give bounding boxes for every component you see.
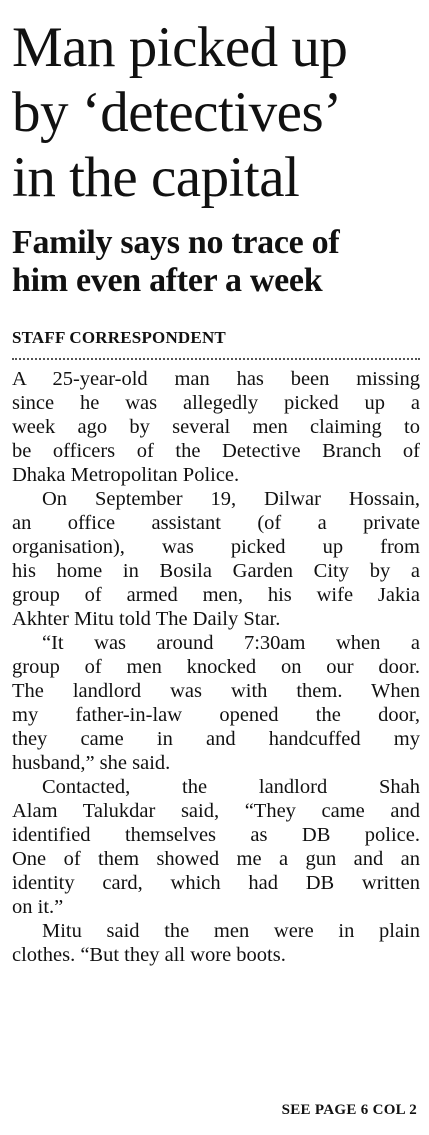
continuation-jump-line: SEE PAGE 6 COL 2 [281,1102,417,1118]
subheadline-line: him even after a week [12,262,323,299]
paragraph-line: The landlord was with them. When [12,680,420,702]
subheadline-line: Family says no trace of [12,224,340,261]
paragraph-line: Contacted, the landlord Shah [42,776,420,798]
paragraph-line: Alam Talukdar said, “They came and [12,800,420,822]
paragraph-line: A 25-year-old man has been missing [12,368,420,390]
paragraph-line: clothes. “But they all wore boots. [12,944,286,966]
paragraph-line: husband,” she said. [12,752,171,774]
paragraph-line: “It was around 7:30am when a [42,632,420,654]
paragraph-line: Akhter Mitu told The Daily Star. [12,608,281,630]
paragraph-line: One of them showed me a gun and an [12,848,420,870]
paragraph-line: his home in Bosila Garden City by a [12,560,420,582]
article-headline [12,15,420,210]
dotted-divider [12,358,420,360]
headline-line: Man picked up [12,16,348,79]
paragraph-line: identity card, which had DB written [12,872,420,894]
headline-line: in the capital [12,146,300,209]
paragraph-line: organisation), was picked up from [12,536,420,558]
paragraph-line: they came in and handcuffed my [12,728,420,750]
article-paragraph [12,919,420,967]
paragraph-line: my father-in-law opened the door, [12,704,420,726]
paragraph-line: week ago by several men claiming to [12,416,420,438]
paragraph-line: Dhaka Metropolitan Police. [12,464,240,486]
article-subheadline [12,224,420,300]
paragraph-line: On September 19, Dilwar Hossain, [42,488,420,510]
byline: STAFF CORRESPONDENT [12,328,226,347]
article-paragraph [12,487,420,631]
article-paragraph [12,631,420,775]
paragraph-line: Mitu said the men were in plain [42,920,420,942]
headline-line: by ‘detectives’ [12,81,342,144]
paragraph-line: be officers of the Detective Branch of [12,440,420,462]
paragraph-line: group of armed men, his wife Jakia [12,584,420,606]
article-paragraph [12,775,420,919]
article-paragraph [12,367,420,487]
paragraph-line: on it.” [12,896,64,918]
paragraph-line: identified themselves as DB police. [12,824,420,846]
paragraph-line: an office assistant (of a private [12,512,420,534]
paragraph-line: since he was allegedly picked up a [12,392,420,414]
article-body [12,367,420,967]
paragraph-line: group of men knocked on our door. [12,656,420,678]
